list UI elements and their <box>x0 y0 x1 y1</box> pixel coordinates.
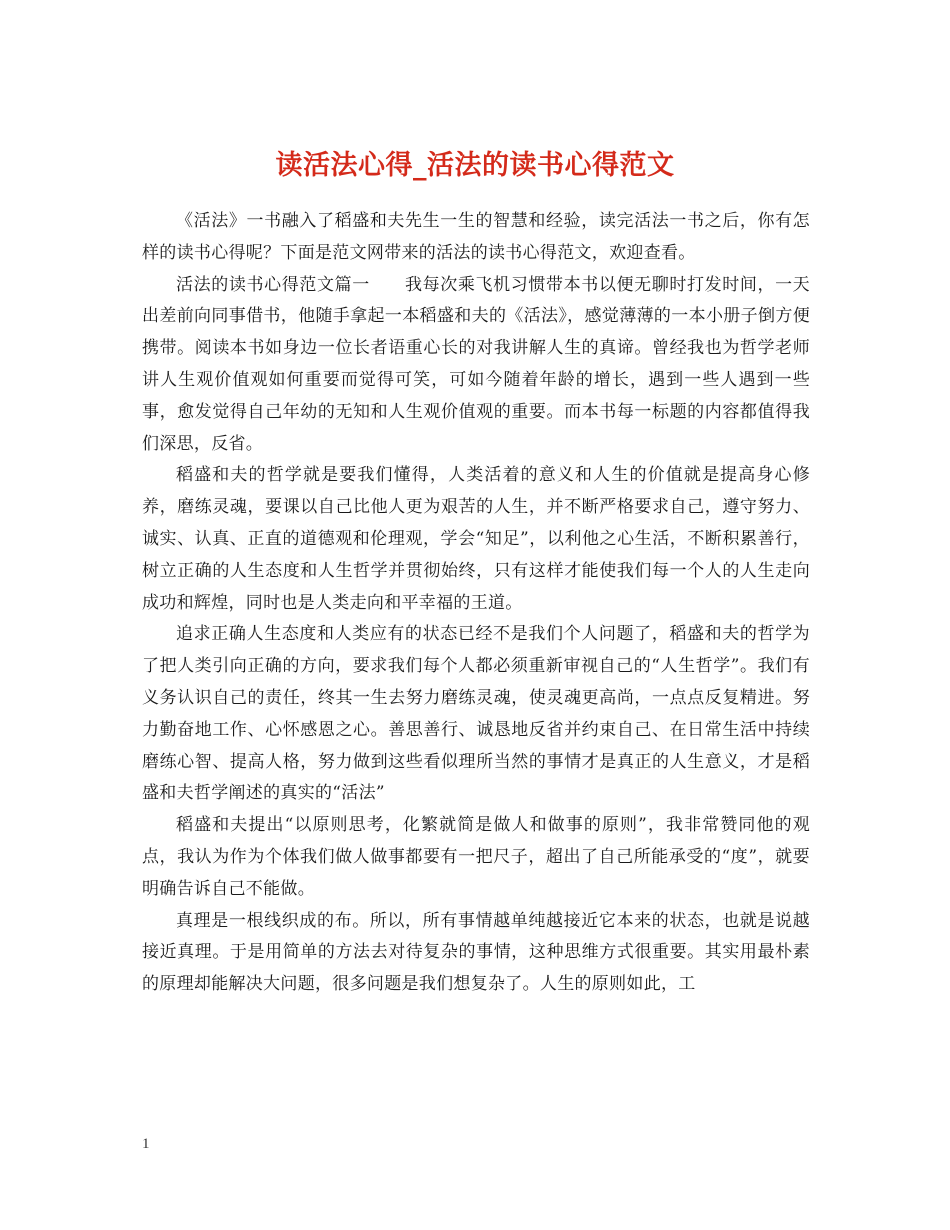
document-title: 读活法心得_活法的读书心得范文 <box>275 150 675 182</box>
paragraph-5: 稻盛和夫提出“以原则思考，化繁就简是做人和做事的原则”，我非常赞同他的观点，我认为作为个体我们做人做事都要有一把尺子，超出了自己所能承受的“度”，就要明确告诉自己不能做。 <box>142 815 810 899</box>
paragraph-2: 活法的读书心得范文篇一 我每次乘飞机习惯带本书以便无聊时打发时间，一天出差前向同事借书，他随手拿起一本稻盛和夫的《活法》，感觉薄薄的一本小册子倒方便携带。阅读本书如身边一位长者语重心长的对我讲解人生的真谛。曾经我也为哲学老师讲人生观价值观如何重要而觉得可笑，可如今随着年龄的增长，遇到一些人遇到一些事，愈发觉得自己年幼的无知和人生观价值观的重要。而本书每一标题的内容都值得我们深思，反省。 <box>142 274 810 454</box>
page-number: 1 <box>142 1136 150 1152</box>
document-body <box>142 206 810 1001</box>
paragraph-1: 《活法》一书融入了稻盛和夫先生一生的智慧和经验，读完活法一书之后，你有怎样的读书心得呢？下面是范文网带来的活法的读书心得范文，欢迎查看。 <box>142 211 810 263</box>
paragraph-6: 真理是一根线织成的布。所以，所有事情越单纯越接近它本来的状态，也就是说越接近真理。于是用简单的方法去对待复杂的事情，这种思维方式很重要。其实用最朴素的原理却能解决大问题，很多问题是我们想复杂了。人生的原则如此，工 <box>142 910 810 995</box>
paragraph-4: 追求正确人生态度和人类应有的状态已经不是我们个人问题了，稻盛和夫的哲学为了把人类引向正确的方向，要求我们每个人都必须重新审视自己的“人生哲学”。我们有义务认识自己的责任，终其一生去努力磨练灵魂，使灵魂更高尚，一点点反复精进。努力勤奋地工作、心怀感恩之心。善思善行、诚恳地反省并约束自己、在日常生活中持续磨练心智、提高人格，努力做到这些看似理所当然的事情才是真正的人生意义，才是稻盛和夫哲学阐述的真实的“活法” <box>142 624 810 804</box>
paragraph-3: 稻盛和夫的哲学就是要我们懂得，人类活着的意义和人生的价值就是提高身心修养，磨练灵魂，要课以自己比他人更为艰苦的人生，并不断严格要求自己，遵守努力、诚实、认真、正直的道德观和伦理观，学会“知足”，以利他之心生活，不断积累善行，树立正确的人生态度和人生哲学并贯彻始终，只有这样才能使我们每一个人的人生走向成功和辉煌，同时也是人类走向和平幸福的王道。 <box>142 465 810 613</box>
